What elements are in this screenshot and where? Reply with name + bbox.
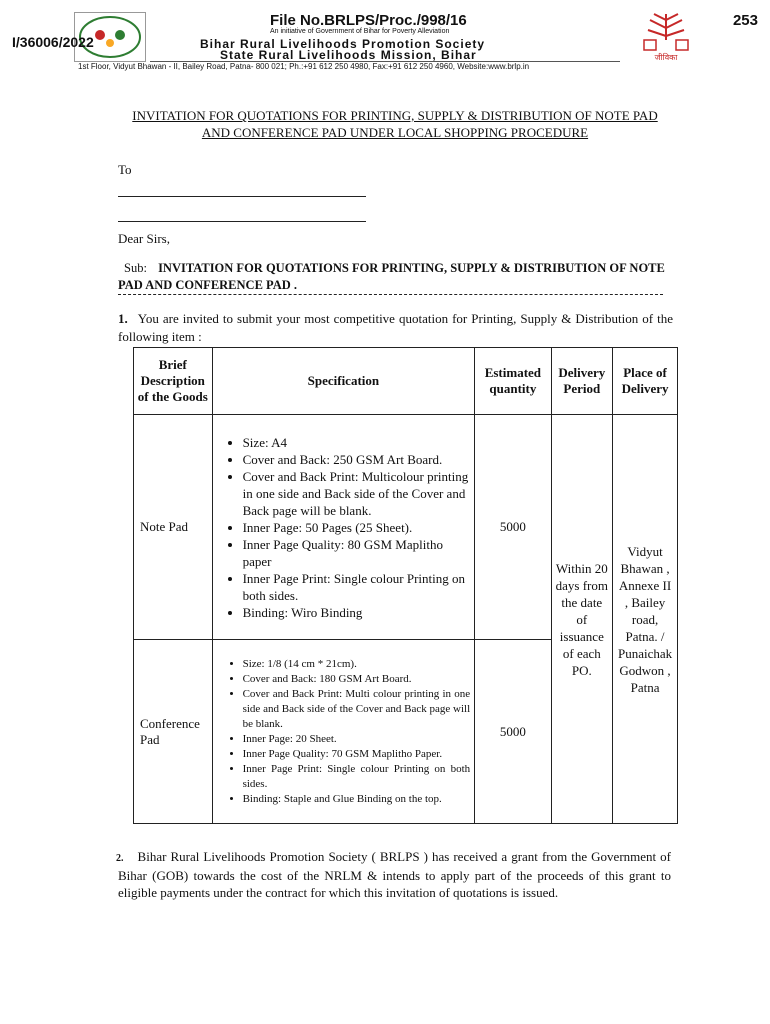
item-name: Note Pad — [134, 415, 213, 640]
subject-text: INVITATION FOR QUOTATIONS FOR PRINTING, SUPPLY & DISTRIBUTION OF NOTE PAD AND CONFERENCE PAD . — [118, 261, 665, 292]
list-item: • Cover and Back: 250 GSM Art Board. — [243, 451, 471, 468]
quantity: 5000 — [475, 415, 551, 640]
document-title — [110, 107, 680, 141]
list-item: • Inner Page: 50 Pages (25 Sheet). — [243, 519, 471, 536]
item-name: Conference Pad — [134, 640, 213, 824]
delivery-period: Within 20 days from the date of issuance of each PO. — [551, 415, 613, 824]
page-number: 253 — [732, 12, 758, 29]
title-line-2: AND CONFERENCE PAD UNDER LOCAL SHOPPING PROCEDURE — [201, 125, 589, 140]
header-description: Brief Description of the Goods — [134, 348, 213, 415]
subject-label: Sub: — [124, 261, 147, 275]
list-item: • Cover and Back: 180 GSM Art Board. — [243, 672, 471, 687]
header-place-of-delivery: Place of Delivery — [613, 348, 678, 415]
header-quantity: Estimated quantity — [475, 348, 551, 415]
para-2-number: 2. — [116, 853, 124, 864]
address-blank-line-2 — [118, 221, 366, 222]
para-2-text: Bihar Rural Livelihoods Promotion Society ( BRLPS ) has received a grant from the Government of Bihar (GOB) towards the cost of the NRLM & intends to apply part of the proceeds of this grant to eligible payments under the contract for which this invitation of quotations is issued. — [118, 849, 672, 900]
items-table — [133, 347, 678, 824]
para-1-number: 1. — [118, 311, 128, 326]
list-item: • Size: A4 — [243, 434, 471, 451]
org-subtitle: State Rural Livelihoods Mission, Bihar — [220, 48, 477, 62]
table-header-row — [134, 348, 678, 415]
subject — [118, 260, 678, 294]
list-item: • Cover and Back Print: Multi colour printing in one side and Back side of the Cover and Back page will be blank. — [243, 687, 471, 732]
table-row — [134, 415, 678, 640]
title-line-1: INVITATION FOR QUOTATIONS FOR PRINTING, SUPPLY & DISTRIBUTION OF NOTE PAD — [132, 108, 658, 123]
spec-cell — [212, 640, 475, 824]
list-item: • Inner Page: 20 Sheet. — [243, 732, 471, 747]
org-name: Bihar Rural Livelihoods Promotion Society — [200, 37, 486, 51]
para-1-text: You are invited to submit your most competitive quotation for Printing, Supply & Distribution of the following item : — [118, 311, 674, 344]
government-emblem — [636, 10, 696, 62]
header-specification: Specification — [212, 348, 475, 415]
list-item: • Size: 1/8 (14 cm * 21cm). — [243, 657, 471, 672]
list-item: • Binding: Wiro Binding — [243, 604, 471, 621]
paragraph-1 — [118, 310, 673, 346]
to-label: To — [118, 162, 132, 177]
org-address: 1st Floor, Vidyut Bhawan - II, Bailey Road, Patna- 800 021; Ph.:+91 612 250 4980, Fax:+91 612 250 4960, Website:www.brlp.in — [78, 62, 530, 71]
list-item: • Inner Page Print: Single colour Printing on both sides. — [243, 570, 471, 604]
salutation: Dear Sirs, — [118, 231, 170, 246]
reference-number: I/36006/2022 — [12, 34, 94, 50]
file-number: File No.BRLPS/Proc./998/16 — [270, 12, 467, 29]
quantity: 5000 — [475, 640, 551, 824]
list-item: • Inner Page Quality: 70 GSM Maplitho Paper. — [243, 747, 471, 762]
spec-list — [213, 657, 471, 807]
list-item: • Binding: Staple and Glue Binding on the top. — [243, 792, 471, 807]
address-blank-line-1 — [118, 196, 366, 197]
list-item: • Inner Page Quality: 80 GSM Maplitho paper — [243, 536, 471, 570]
org-tagline: An initiative of Government of Bihar for Poverty Alleviation — [270, 28, 450, 35]
subject-divider — [118, 294, 663, 295]
paragraph-2 — [118, 848, 671, 901]
list-item: • Cover and Back Print: Multicolour printing in one side and Back side of the Cover and Back page will be blank. — [243, 468, 471, 519]
spec-cell — [212, 415, 475, 640]
emblem-script: जीविका — [654, 53, 678, 62]
header-delivery-period: Delivery Period — [551, 348, 613, 415]
spec-list — [213, 434, 471, 621]
place-of-delivery: Vidyut Bhawan , Annexe II , Bailey road, Patna. / Punaichak Godwon , Patna — [613, 415, 678, 824]
list-item: • Inner Page Print: Single colour Printing on both sides. — [243, 762, 471, 792]
